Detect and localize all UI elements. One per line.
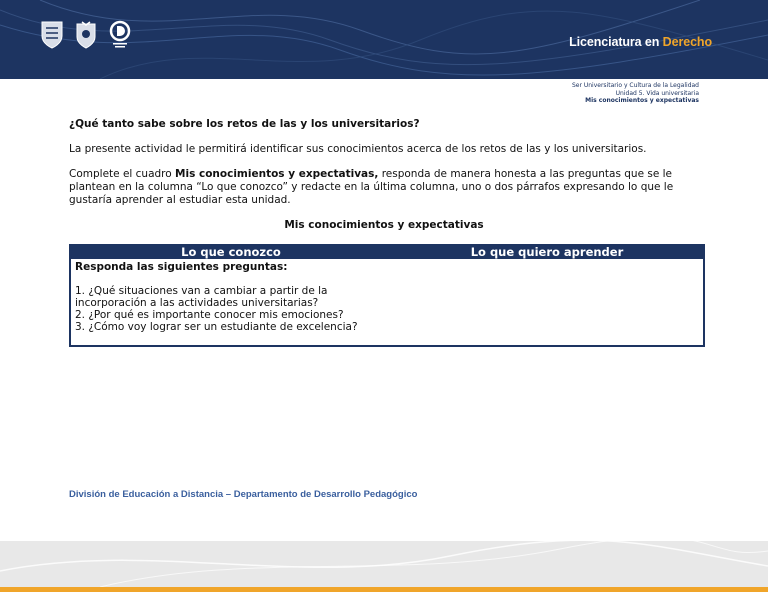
- meta-course: Ser Universitario y Cultura de la Legalidad: [571, 82, 699, 89]
- table-title: Mis conocimientos y expectativas: [284, 219, 484, 231]
- question-3: 3. ¿Cómo voy lograr ser un estudiante de excelencia?: [75, 321, 358, 333]
- header-banner: [0, 0, 768, 79]
- question-1-line-2: incorporación a las actividades universitarias?: [75, 297, 319, 309]
- division-logo-icon: [108, 20, 132, 50]
- footer-waves-decoration: [0, 541, 768, 587]
- document-meta: [572, 82, 699, 105]
- program-accent: Derecho: [662, 35, 712, 49]
- footer-accent-line: [0, 587, 768, 592]
- unam-shield-icon: [40, 20, 64, 50]
- column-header-learn: Lo que quiero aprender: [470, 245, 624, 259]
- program-prefix: Licenciatura en: [569, 35, 663, 49]
- footer-division-text: División de Educación a Distancia – Departamento de Desarrollo Pedagógico: [69, 489, 418, 500]
- questions-intro: Responda las siguientes preguntas:: [75, 261, 288, 273]
- main-content: [69, 118, 699, 244]
- footer-band: [0, 541, 768, 587]
- intro-paragraph: La presente actividad le permitirá identificar sus conocimientos acerca de los retos de las y los universitarios.: [69, 143, 647, 155]
- meta-activity: Mis conocimientos y expectativas: [585, 97, 699, 104]
- faculty-shield-icon: [74, 20, 98, 50]
- program-title: [569, 35, 712, 49]
- instructions-bold: Mis conocimientos y expectativas,: [175, 168, 379, 180]
- logos-group: [40, 20, 132, 50]
- instructions-end: responda de manera honesta a las preguntas que se le plantean en la columna “Lo que conozco” y redacte en la última columna, uno o dos párrafos expresando lo que le gustaría aprender al estudiar esta unidad.: [69, 168, 674, 206]
- question-2: 2. ¿Por qué es importante conocer mis emociones?: [75, 309, 344, 321]
- meta-unit: Unidad 5. Vida universitaria: [615, 89, 699, 97]
- instructions-paragraph: [69, 168, 699, 207]
- table-body-cell: [71, 259, 703, 335]
- question-1-line-1: 1. ¿Qué situaciones van a cambiar a partir de la: [75, 285, 328, 297]
- table-header-row: [71, 246, 703, 259]
- question-title: ¿Qué tanto sabe sobre los retos de las y los universitarios?: [69, 118, 420, 130]
- column-header-know: Lo que conozco: [181, 245, 281, 259]
- expectations-table: [69, 244, 705, 347]
- instructions-start: Complete el cuadro: [69, 168, 176, 180]
